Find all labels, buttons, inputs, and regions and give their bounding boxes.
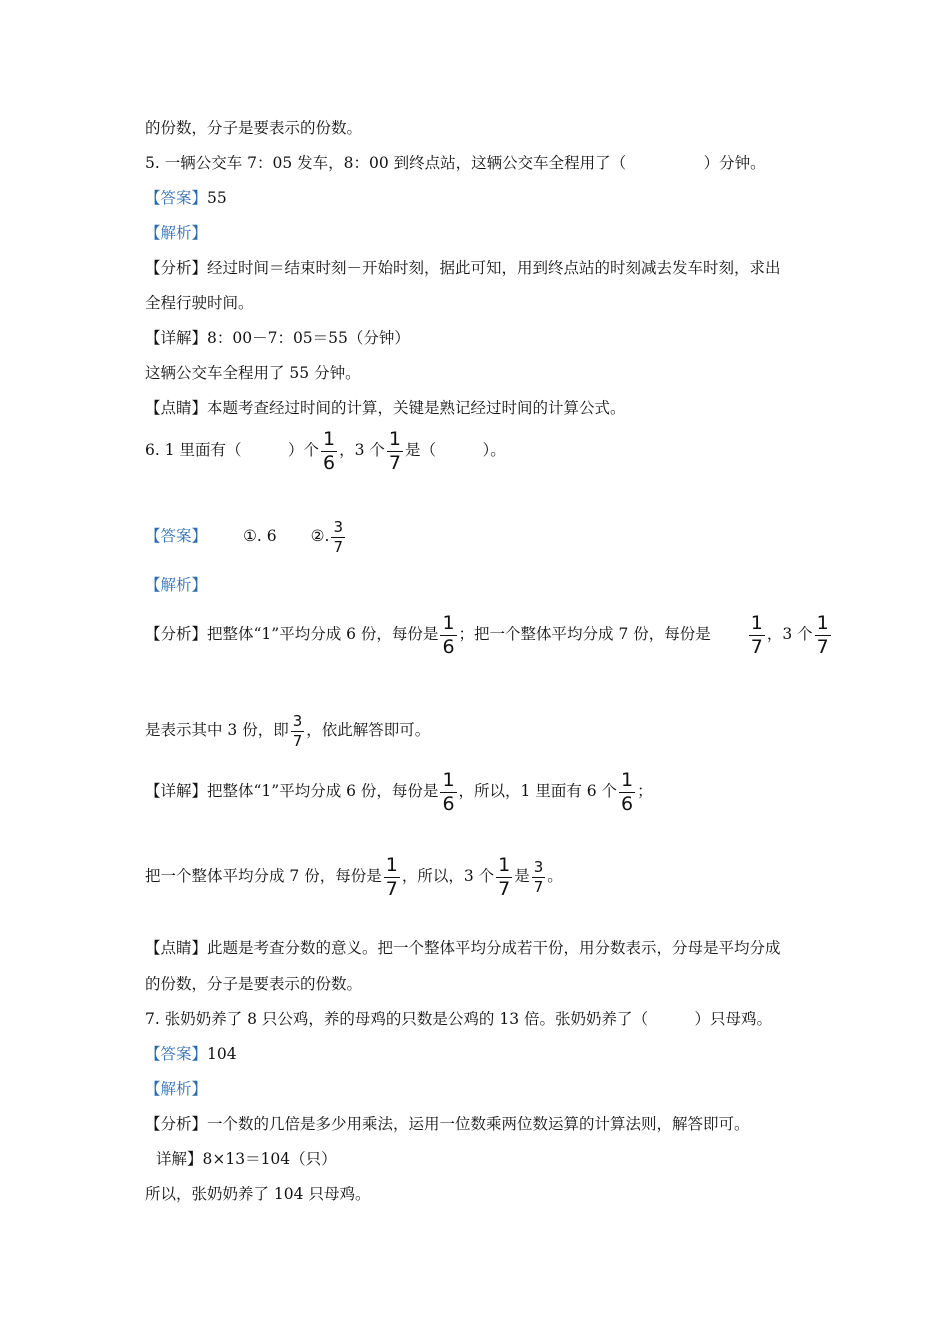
q6-text: 6. 1 里面有（ ）个 bbox=[145, 441, 320, 459]
analysis-text: 【分析】一个数的几倍是多少用乘法，运用一位数乘两位数运算的计算法则，解答即可。 bbox=[145, 1115, 750, 1133]
comment-text: 【点睛】此题是考查分数的意义。把一个整体平均分成若干份，用分数表示，分母是平均分成 bbox=[145, 939, 781, 957]
comment-text: 的份数，分子是要表示的份数。 bbox=[145, 975, 363, 993]
analysis-tag: 【解析】 bbox=[145, 224, 208, 242]
answer-line bbox=[145, 188, 227, 208]
analysis-text: 是表示其中 3 份，即 $\frac{3}{7}$ ，依此解答即可。 bbox=[145, 711, 431, 750]
question-6 bbox=[145, 426, 506, 474]
analysis-text: 【分析】经过时间＝结束时刻－开始时刻，据此可知，用到终点站的时刻减去发车时刻，求出 bbox=[145, 259, 781, 277]
question-7: 7. 张奶奶养了 8 只公鸡，养的母鸡的只数是公鸡的 13 倍。张奶奶养了（ ）只母鸡。 bbox=[145, 1010, 773, 1028]
answer-1: ①. 6 bbox=[243, 527, 277, 545]
answer-2: ②. bbox=[310, 527, 330, 545]
fraction-one-sixth: $\frac{1}{6}$ bbox=[442, 611, 455, 658]
detail-text: 详解】8×13＝104（只） bbox=[156, 1150, 337, 1168]
q6-text: 是（ ）。 bbox=[405, 441, 506, 459]
detail-text: 【详解】8：00－7：05＝55（分钟） bbox=[145, 329, 410, 347]
q6-text: ，3 个 bbox=[339, 441, 385, 459]
fraction-three-sevenths: $\frac{3}{7}$ bbox=[292, 711, 303, 750]
answer-value: 104 bbox=[207, 1045, 237, 1063]
answer-line bbox=[145, 512, 347, 560]
answer-line bbox=[145, 1044, 237, 1064]
answer-tag: 【答案】 bbox=[145, 1045, 208, 1063]
fraction-one-seventh: $\frac{1}{7}$ bbox=[388, 427, 401, 474]
fraction-one-sixth: $\frac{1}{6}$ bbox=[621, 768, 634, 815]
fraction-three-sevenths: $\frac{3}{7}$ bbox=[533, 857, 544, 896]
fraction-one-seventh: $\frac{1}{7}$ bbox=[750, 611, 763, 658]
fraction-three-sevenths: $\frac{3}{7}$ bbox=[333, 517, 344, 556]
fraction-one-seventh: $\frac{1}{7}$ bbox=[498, 853, 511, 900]
analysis-tag: 【解析】 bbox=[145, 576, 208, 594]
question-5: 5. 一辆公交车 7：05 发车，8：00 到终点站，这辆公交车全程用了（ ）分钟。 bbox=[145, 154, 766, 172]
fraction-one-seventh: $\frac{1}{7}$ bbox=[385, 853, 398, 900]
conclusion-text: 这辆公交车全程用了 55 分钟。 bbox=[145, 364, 361, 382]
analysis-tag: 【解析】 bbox=[145, 1080, 208, 1098]
detail-text: 把一个整体平均分成 7 份，每份是 $\frac{1}{7}$ ，所以，3 个 $\frac{1}{7}$ 是 $\frac{3}{7}$ 。 bbox=[145, 853, 563, 900]
detail-text: 【详解】把整体“1”平均分成 6 份，每份是 $\frac{1}{6}$ ，所以，1 里面有 6 个 $\frac{1}{6}$ ； bbox=[145, 768, 653, 815]
fraction-one-sixth: $\frac{1}{6}$ bbox=[323, 427, 336, 474]
analysis-text: 【分析】把整体“1”平均分成 6 份，每份是 $\frac{1}{6}$ ；把一个整体平均分成 7 份，每份是 $\frac{1}{7}$ ，3 个 $\frac{1}{7}$ bbox=[145, 611, 829, 658]
answer-tag: 【答案】 bbox=[145, 527, 208, 545]
answer-tag: 【答案】 bbox=[145, 189, 208, 207]
conclusion-text: 所以，张奶奶养了 104 只母鸡。 bbox=[145, 1185, 371, 1203]
comment-text: 【点睛】本题考查经过时间的计算，关键是熟记经过时间的计算公式。 bbox=[145, 399, 626, 417]
fraction-one-seventh: $\frac{1}{7}$ bbox=[816, 611, 829, 658]
fraction-one-sixth: $\frac{1}{6}$ bbox=[442, 768, 455, 815]
text-line: 的份数，分子是要表示的份数。 bbox=[145, 119, 363, 137]
answer-value: 55 bbox=[207, 189, 227, 207]
analysis-text: 全程行驶时间。 bbox=[145, 294, 254, 312]
